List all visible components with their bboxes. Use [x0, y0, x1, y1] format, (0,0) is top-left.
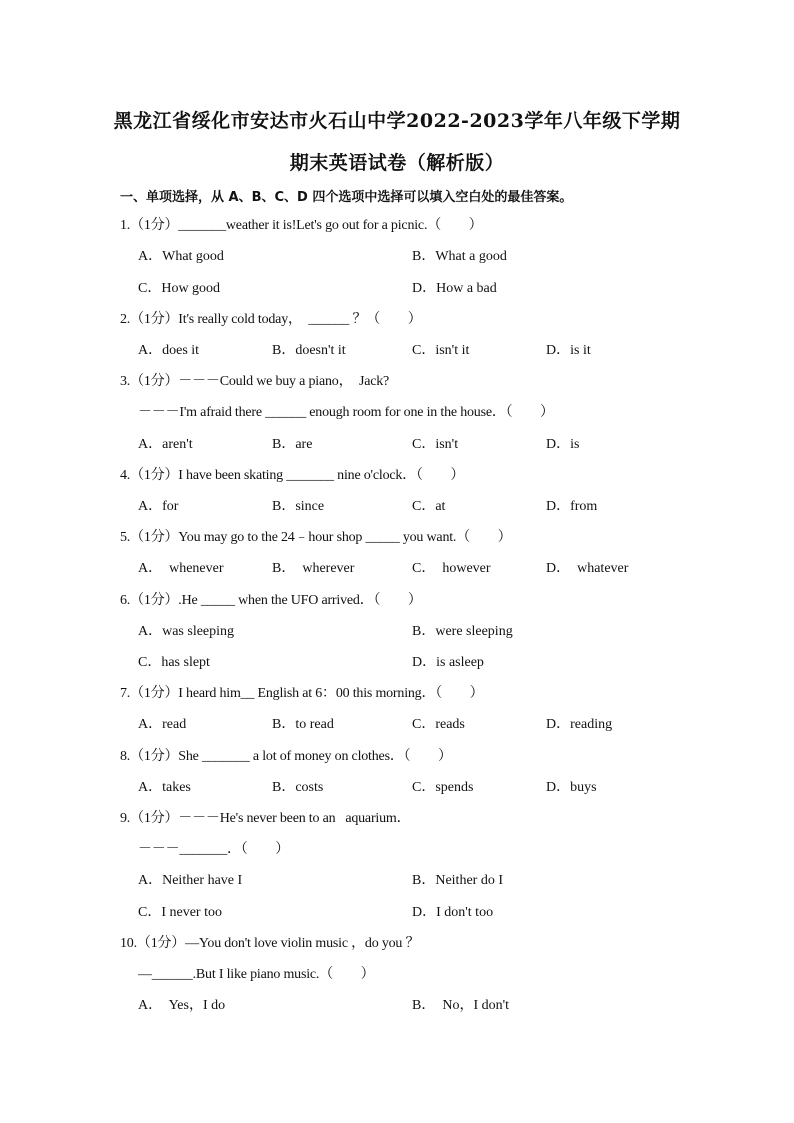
question-6-option-c: C．has slept — [138, 655, 210, 670]
question-1-option-c: C．How good — [138, 281, 221, 296]
page-title-line-2: 期末英语试卷（解析版） — [289, 152, 505, 174]
question-4-option-a: A．for — [138, 499, 179, 514]
question-7-option-c: C．reads — [412, 717, 465, 732]
question-5-option-a: A． whenever — [138, 561, 224, 576]
question-10-stem-reply: —______.But I like piano music.（ ） — [138, 967, 375, 982]
question-7-option-d: D．reading — [546, 717, 613, 732]
question-7-option-a: A．read — [138, 717, 187, 732]
question-8-option-a: A．takes — [138, 780, 191, 795]
question-3-option-a: A．aren't — [138, 437, 193, 452]
question-2-option-b: B．doesn't it — [272, 343, 346, 358]
question-8-option-d: D．buys — [546, 780, 597, 795]
question-8-stem: 8.（1分）She _______ a lot of money on clothes．（ ） — [120, 749, 452, 764]
question-9-stem: 9.（1分）－－－He's never been to an aquarium． — [120, 811, 411, 826]
question-4-option-d: D．from — [546, 499, 598, 514]
question-1-stem: 1.（1分）_______weather it is!Let's go out for a picnic.（ ） — [120, 218, 483, 233]
question-4-option-b: B．since — [272, 499, 325, 514]
question-2-stem: 2.（1分）It's really cold today， ______ ？（ ） — [120, 312, 422, 327]
question-9-option-a: A．Neither have I — [138, 873, 243, 888]
question-9-stem-reply: －－－_______．（ ） — [138, 842, 289, 857]
section-heading: 一、单项选择，从 A、B、C、D 四个选项中选择可以填入空白处的最佳答案。 — [120, 190, 573, 205]
question-7-option-b: B．to read — [272, 717, 334, 732]
question-8-option-b: B．costs — [272, 780, 324, 795]
question-10-option-a: A． Yes，I do — [138, 998, 226, 1013]
question-9-option-b: B．Neither do I — [412, 873, 503, 888]
question-6-option-d: D．is asleep — [412, 655, 484, 670]
question-3-option-b: B．are — [272, 437, 313, 452]
question-1-option-d: D．How a bad — [412, 281, 497, 296]
question-5-option-b: B． wherever — [272, 561, 355, 576]
question-9-option-d: D．I don't too — [412, 905, 494, 920]
question-3-stem: 3.（1分）－－－Could we buy a piano， Jack? — [120, 374, 390, 389]
question-5-stem: 5.（1分）You may go to the 24﹣hour shop _____ you want.（ ） — [120, 530, 512, 545]
question-8-option-c: C．spends — [412, 780, 474, 795]
question-3-option-c: C．isn't — [412, 437, 459, 452]
question-4-stem: 4.（1分）I have been skating _______ nine o'clock．（ ） — [120, 468, 465, 483]
question-7-stem: 7.（1分）I heard him__ English at 6：00 this morning．（ ） — [120, 686, 484, 701]
question-5-option-d: D． whatever — [546, 561, 629, 576]
question-10-stem: 10.（1分）—You don't love violin music ，do you ？ — [120, 936, 420, 951]
question-9-option-c: C．I never too — [138, 905, 222, 920]
page-title-line-1: 黑龙江省绥化市安达市火石山中学2022-2023学年八年级下学期 — [113, 110, 681, 132]
question-1-option-a: A．What good — [138, 249, 224, 264]
question-2-option-a: A．does it — [138, 343, 200, 358]
question-5-option-c: C． however — [412, 561, 491, 576]
question-6-stem: 6.（1分）.He _____ when the UFO arrived．（ ） — [120, 593, 422, 608]
question-2-option-c: C．isn't it — [412, 343, 470, 358]
question-4-option-c: C．at — [412, 499, 446, 514]
question-2-option-d: D．is it — [546, 343, 591, 358]
question-3-stem-reply: －－－I'm afraid there ______ enough room for one in the house．（ ） — [138, 405, 554, 420]
question-10-option-b: B． No，I don't — [412, 998, 510, 1013]
question-6-option-b: B．were sleeping — [412, 624, 513, 639]
question-6-option-a: A．was sleeping — [138, 624, 235, 639]
question-1-option-b: B．What a good — [412, 249, 507, 264]
question-3-option-d: D．is — [546, 437, 580, 452]
